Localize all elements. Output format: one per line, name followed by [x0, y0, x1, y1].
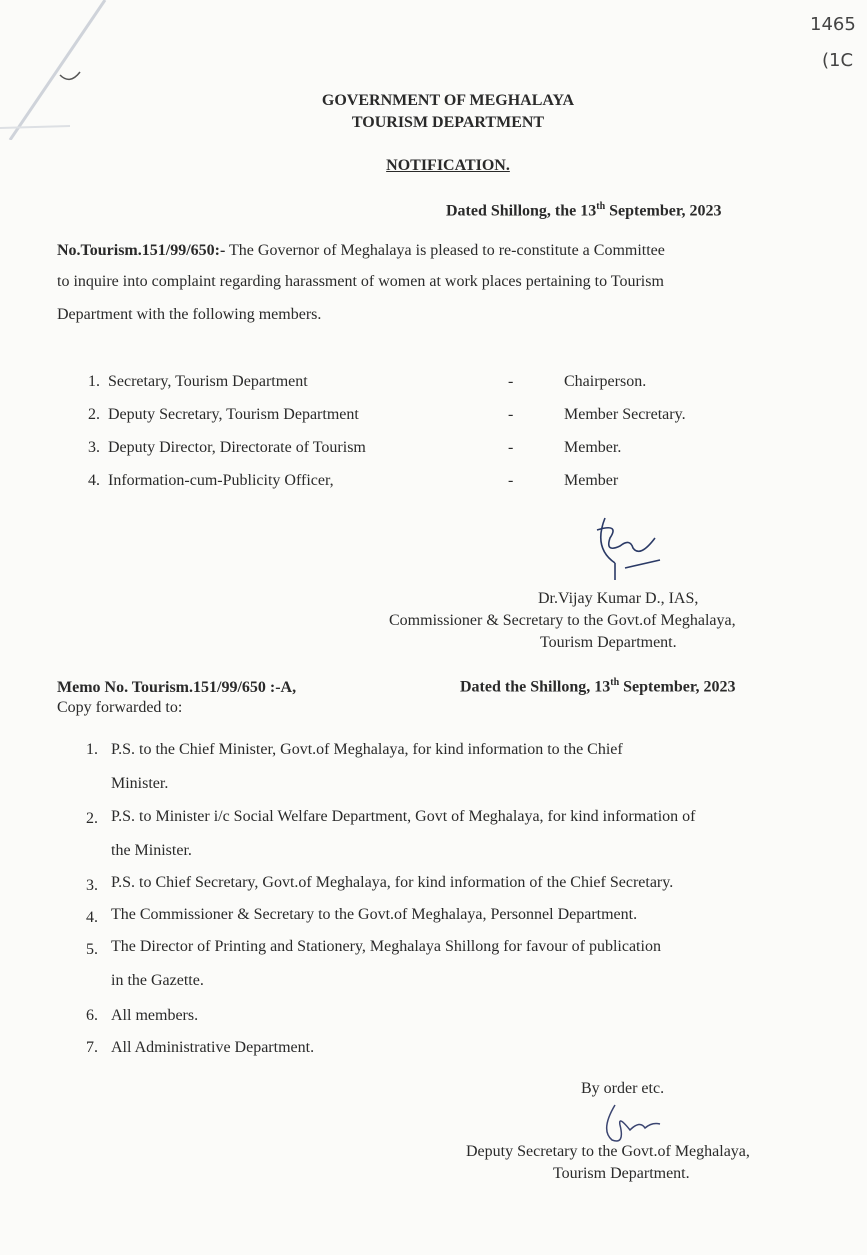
by-order-text: By order etc.	[581, 1080, 665, 1097]
member-dash: -	[508, 439, 514, 456]
copy-line: The Director of Printing and Stationery, Meghalaya Shillong for favour of publication	[111, 938, 661, 955]
copy-forwarded-label: Copy forwarded to:	[57, 699, 183, 716]
copy-num: 3.	[86, 877, 98, 894]
scan-fold-mark	[0, 0, 120, 140]
copy-num: 4.	[86, 909, 98, 926]
member-role: Member Secretary.	[564, 406, 686, 423]
notification-body-line2: to inquire into complaint regarding harassment of women at work places pertaining to Tourism	[57, 273, 664, 290]
copy-line-cont: the Minister.	[111, 842, 192, 859]
government-heading: GOVERNMENT OF MEGHALAYA	[321, 92, 575, 109]
signatory2-title: Deputy Secretary to the Govt.of Meghalaya,	[466, 1143, 750, 1160]
member-row	[88, 439, 366, 457]
memo-number: Memo No. Tourism.151/99/650 :-A,	[57, 679, 297, 696]
handwritten-number: 1465	[810, 14, 856, 35]
member-name: Deputy Secretary, Tourism Department	[108, 406, 359, 423]
signatory1-department: Tourism Department.	[540, 634, 677, 651]
member-row	[88, 472, 334, 490]
member-role: Chairperson.	[564, 373, 647, 390]
copy-line: All Administrative Department.	[111, 1039, 315, 1056]
signatory1-title: Commissioner & Secretary to the Govt.of Meghalaya,	[389, 612, 736, 629]
member-dash: -	[508, 472, 514, 489]
notification-body-line1	[57, 242, 665, 260]
copy-num: 5.	[86, 941, 98, 958]
member-num: 1.	[88, 373, 100, 390]
copy-line-cont: in the Gazette.	[111, 972, 204, 989]
member-role: Member	[564, 472, 619, 489]
member-row	[88, 406, 359, 424]
member-num: 4.	[88, 472, 100, 489]
copy-line: P.S. to Minister i/c Social Welfare Department, Govt of Meghalaya, for kind information of	[111, 808, 696, 825]
copy-num: 6.	[86, 1007, 98, 1024]
memo-date-prefix: Dated the Shillong, 13	[460, 678, 611, 696]
member-dash: -	[508, 373, 514, 390]
copy-line: All members.	[111, 1007, 199, 1024]
notification-title: NOTIFICATION.	[386, 157, 510, 174]
copy-line: The Commissioner & Secretary to the Govt.of Meghalaya, Personnel Department.	[111, 906, 638, 923]
copy-num: 7.	[86, 1039, 98, 1056]
notification-date-prefix: Dated Shillong, the 13	[446, 202, 597, 220]
member-name: Information-cum-Publicity Officer,	[108, 472, 334, 489]
member-name: Secretary, Tourism Department	[108, 373, 308, 390]
member-num: 3.	[88, 439, 100, 456]
copy-line-cont: Minister.	[111, 775, 169, 792]
member-role: Member.	[564, 439, 622, 456]
member-dash: -	[508, 406, 514, 423]
signatory1-name: Dr.Vijay Kumar D., IAS,	[538, 590, 699, 607]
member-num: 2.	[88, 406, 100, 423]
signatory2-department: Tourism Department.	[553, 1165, 690, 1182]
copy-num: 1.	[86, 741, 98, 758]
signature-commissioner	[585, 508, 665, 588]
department-heading: TOURISM DEPARTMENT	[351, 114, 545, 131]
copy-num: 2.	[86, 810, 98, 827]
memo-date-suffix: September, 2023	[619, 678, 736, 696]
notification-date-suffix: September, 2023	[605, 202, 722, 220]
notification-number: No.Tourism.151/99/650:-	[57, 242, 226, 259]
notification-date	[446, 201, 721, 220]
notification-body-text: The Governor of Meghalaya is pleased to re-constitute a Committee	[225, 242, 665, 259]
copy-line: P.S. to Chief Secretary, Govt.of Meghalaya, for kind information of the Chief Secretary.	[111, 874, 674, 891]
member-name: Deputy Director, Directorate of Tourism	[108, 439, 366, 456]
notification-date-sup: th	[596, 201, 606, 212]
memo-date-sup: th	[610, 677, 620, 688]
notification-body-line3: Department with the following members.	[57, 306, 322, 323]
memo-date	[460, 677, 735, 696]
member-row	[88, 373, 308, 391]
handwritten-code: (1C	[822, 50, 854, 71]
copy-line: P.S. to the Chief Minister, Govt.of Meghalaya, for kind information to the Chief	[111, 741, 623, 758]
